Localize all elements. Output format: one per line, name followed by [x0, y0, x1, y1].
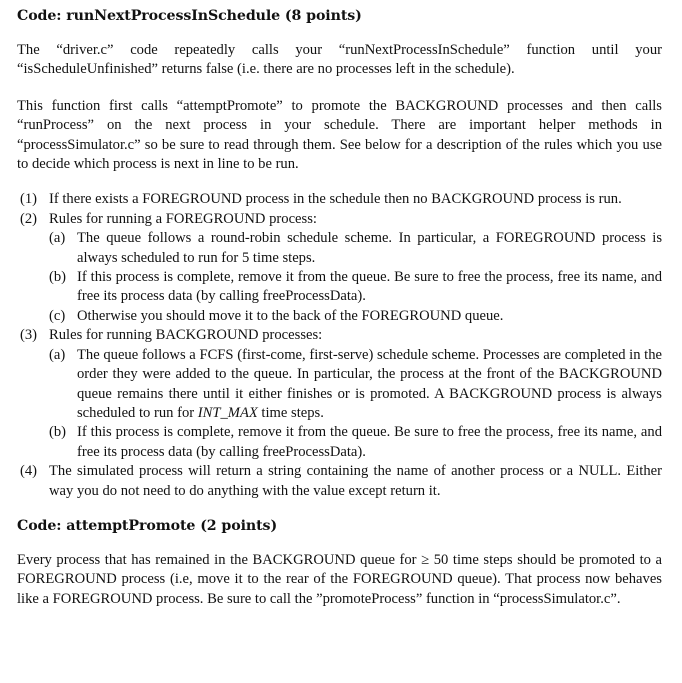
rule-text: Rules for running a FOREGROUND process:: [49, 210, 317, 227]
rule-text: The simulated process will return a string containing the name of another process or a NULL. Either way you do not need to do anything with the value except return it.: [49, 463, 662, 499]
rule-number: (2): [20, 210, 38, 227]
rule-number: (3): [20, 327, 38, 344]
rule-text: Rules for running BACKGROUND processes:: [49, 327, 323, 344]
section-heading-attempt-promote: Code: attemptPromote (2 points): [17, 517, 278, 534]
rule-2: [17, 210, 662, 326]
sub-rule-text: Otherwise you should move it to the back of the FOREGROUND queue.: [77, 307, 504, 324]
paragraph-function-description: This function first calls “attemptPromote” to promote the BACKGROUND processes and then calls “runProcess” on the next process in your schedule. There are important helper methods in “processSimulator.c” so be sure to read through them. See below for a description of the rules which you use to decide which process is next in line to be run.: [17, 97, 662, 173]
sub-rule-text: If this process is complete, remove it from the queue. Be sure to free the process, free its name, and free its process data (by calling freeProcessData).: [77, 269, 662, 305]
rule-4: [17, 462, 662, 501]
paragraph-driver-description: The “driver.c” code repeatedly calls your “runNextProcessInSchedule” function until your “isScheduleUnfinished” returns false (i.e. there are no processes left in the schedule).: [17, 42, 662, 78]
sub-rule-number: (b): [49, 269, 67, 286]
sub-rule-number: (a): [49, 230, 66, 247]
rules-list: [17, 190, 662, 501]
section-heading-run-next-process: Code: runNextProcessInSchedule (8 points): [17, 8, 362, 24]
sub-rule-3b: [49, 423, 662, 462]
sub-rules-list: [49, 346, 662, 462]
sub-rule-text-tail: time steps.: [257, 404, 324, 421]
sub-rule-number: (c): [49, 307, 66, 324]
rule-3: [17, 326, 662, 462]
sub-rule-2c: [49, 307, 662, 326]
sub-rule-text: If this process is complete, remove it from the queue. Be sure to free the process, free its name, and free its process data (by calling freeProcessData).: [77, 424, 662, 460]
sub-rule-3a: [49, 346, 662, 424]
sub-rules-list: [49, 229, 662, 326]
sub-rule-text: The queue follows a round-robin schedule scheme. In particular, a FOREGROUND process is always scheduled to run for 5 time steps.: [77, 230, 662, 266]
rule-number: (4): [20, 463, 38, 480]
int-max-constant: INT_MAX: [197, 404, 258, 421]
paragraph-attempt-promote: Every process that has remained in the BACKGROUND queue for ≥ 50 time steps should be promoted to a FOREGROUND process (i.e, move it to the rear of the FOREGROUND queue). That process now behaves like a FOREGROUND process. Be sure to call the ”promoteProcess” function in “processSimulator.c”.: [17, 551, 662, 607]
sub-rule-number: (a): [49, 346, 66, 363]
sub-rule-2a: [49, 229, 662, 268]
sub-rule-number: (b): [49, 424, 67, 441]
rule-text: If there exists a FOREGROUND process in the schedule then no BACKGROUND process is run.: [49, 191, 622, 208]
sub-rule-2b: [49, 268, 662, 307]
sub-rule-text: The queue follows a FCFS (first-come, first-serve) schedule scheme. Processes are completed in the order they were added to the queue. In particular, the process at the front of the BACKGROUND queue remains there until it either finishes or is promoted. A BACKGROUND process is always scheduled to run for: [77, 346, 662, 421]
rule-1: [17, 190, 662, 209]
rule-number: (1): [20, 191, 38, 208]
